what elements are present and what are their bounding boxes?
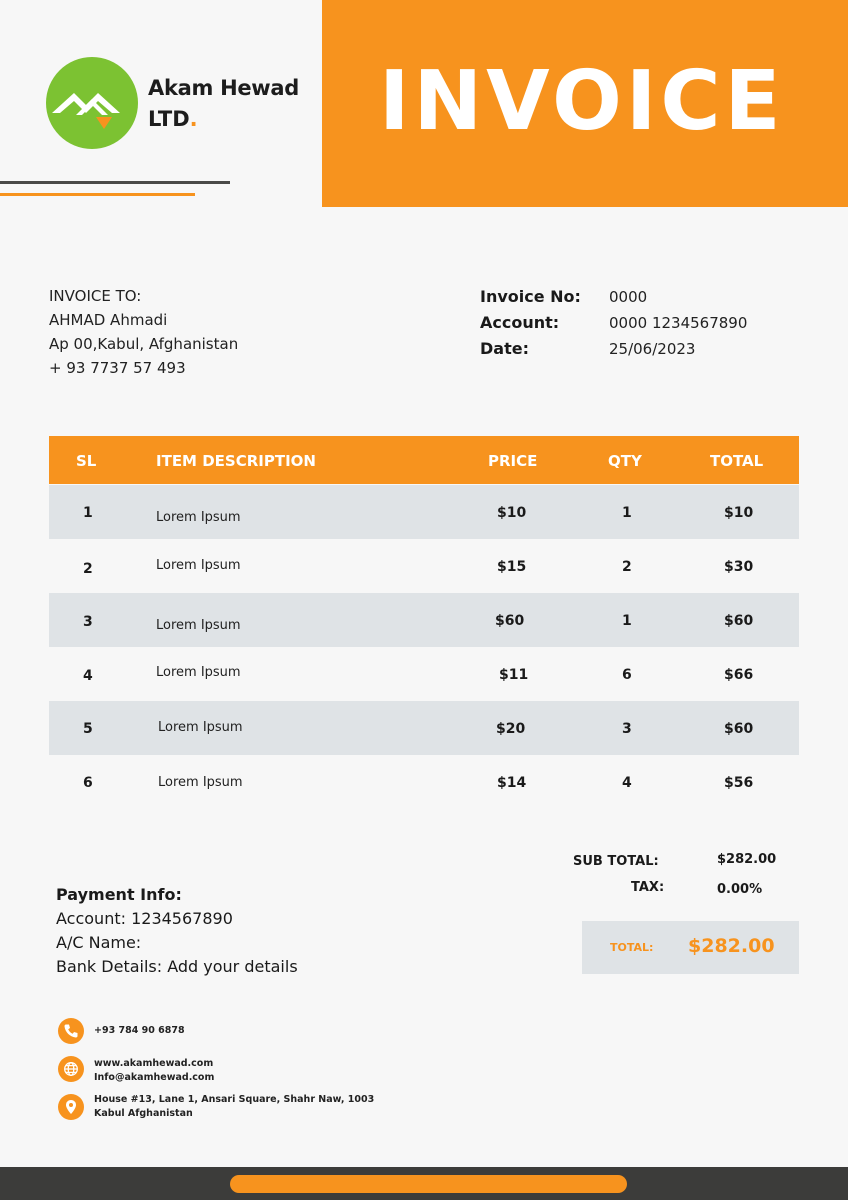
contact-website[interactable]: www.akamhewad.com <box>94 1058 214 1069</box>
footer-accent <box>230 1175 627 1193</box>
row-sl: 2 <box>83 561 93 577</box>
column-header-description: ITEM DESCRIPTION <box>156 452 316 470</box>
row-description: Lorem Ipsum <box>156 510 241 525</box>
row-total: $30 <box>724 559 754 575</box>
column-header-sl: SL <box>76 452 97 470</box>
date-value: 25/06/2023 <box>609 340 696 358</box>
date-label: Date: <box>480 339 529 358</box>
grand-total-value: $282.00 <box>688 935 775 957</box>
row-price: $15 <box>497 559 527 575</box>
row-total: $10 <box>724 505 754 521</box>
company-suffix: LTD. <box>148 107 198 131</box>
account-value: 0000 1234567890 <box>609 314 748 332</box>
row-total: $60 <box>724 613 754 629</box>
row-sl: 5 <box>83 721 93 737</box>
row-sl: 1 <box>83 505 93 521</box>
contact-address-line1: House #13, Lane 1, Ansari Square, Shahr Naw, 1003 <box>94 1094 375 1105</box>
row-description: Lorem Ipsum <box>156 665 241 680</box>
row-qty: 4 <box>622 775 632 791</box>
column-header-total: TOTAL <box>710 452 764 470</box>
contact-address-line2: Kabul Afghanistan <box>94 1108 193 1119</box>
row-total: $60 <box>724 721 754 737</box>
row-price: $20 <box>496 721 526 737</box>
account-label: Account: <box>480 313 560 332</box>
bill-to-name: AHMAD Ahmadi <box>49 311 168 329</box>
payment-bank: Bank Details: Add your details <box>56 957 298 976</box>
bill-to-heading: INVOICE TO: <box>49 287 142 305</box>
row-sl: 6 <box>83 775 93 791</box>
subtotal-value: $282.00 <box>717 852 777 867</box>
globe-icon <box>58 1056 84 1082</box>
phone-icon <box>58 1018 84 1044</box>
divider-orange <box>0 193 195 196</box>
tax-label: TAX: <box>631 880 665 895</box>
row-price: $60 <box>495 613 525 629</box>
company-name: Akam Hewad <box>148 76 300 100</box>
column-header-qty: QTY <box>608 452 642 470</box>
row-qty: 1 <box>622 613 632 629</box>
contact-email[interactable]: Info@akamhewad.com <box>94 1072 215 1083</box>
divider-dark <box>0 181 230 184</box>
payment-account: Account: 1234567890 <box>56 909 233 928</box>
subtotal-label: SUB TOTAL: <box>573 854 659 869</box>
grand-total-label: TOTAL: <box>610 941 654 954</box>
row-sl: 3 <box>83 614 93 630</box>
bill-to-phone: + 93 7737 57 493 <box>49 359 186 377</box>
logo-roof-icon <box>46 57 138 149</box>
row-description: Lorem Ipsum <box>158 775 243 790</box>
invoice-no-label: Invoice No: <box>480 287 581 306</box>
row-sl: 4 <box>83 668 93 684</box>
row-total: $56 <box>724 775 754 791</box>
tax-value: 0.00% <box>717 882 763 897</box>
row-qty: 6 <box>622 667 632 683</box>
invoice-no-value: 0000 <box>609 288 648 306</box>
row-price: $14 <box>497 775 527 791</box>
row-description: Lorem Ipsum <box>156 618 241 633</box>
row-total: $66 <box>724 667 754 683</box>
row-price: $11 <box>499 667 529 683</box>
company-logo <box>46 57 138 149</box>
row-description: Lorem Ipsum <box>156 558 241 573</box>
location-icon <box>58 1094 84 1120</box>
row-qty: 1 <box>622 505 632 521</box>
bill-to-address: Ap 00,Kabul, Afghanistan <box>49 335 239 353</box>
row-qty: 2 <box>622 559 632 575</box>
contact-phone[interactable]: +93 784 90 6878 <box>94 1025 185 1036</box>
row-description: Lorem Ipsum <box>158 720 243 735</box>
page-title: INVOICE <box>379 54 785 149</box>
payment-heading: Payment Info: <box>56 885 182 904</box>
row-qty: 3 <box>622 721 632 737</box>
column-header-price: PRICE <box>488 452 538 470</box>
row-price: $10 <box>497 505 527 521</box>
payment-ac-name: A/C Name: <box>56 933 142 952</box>
